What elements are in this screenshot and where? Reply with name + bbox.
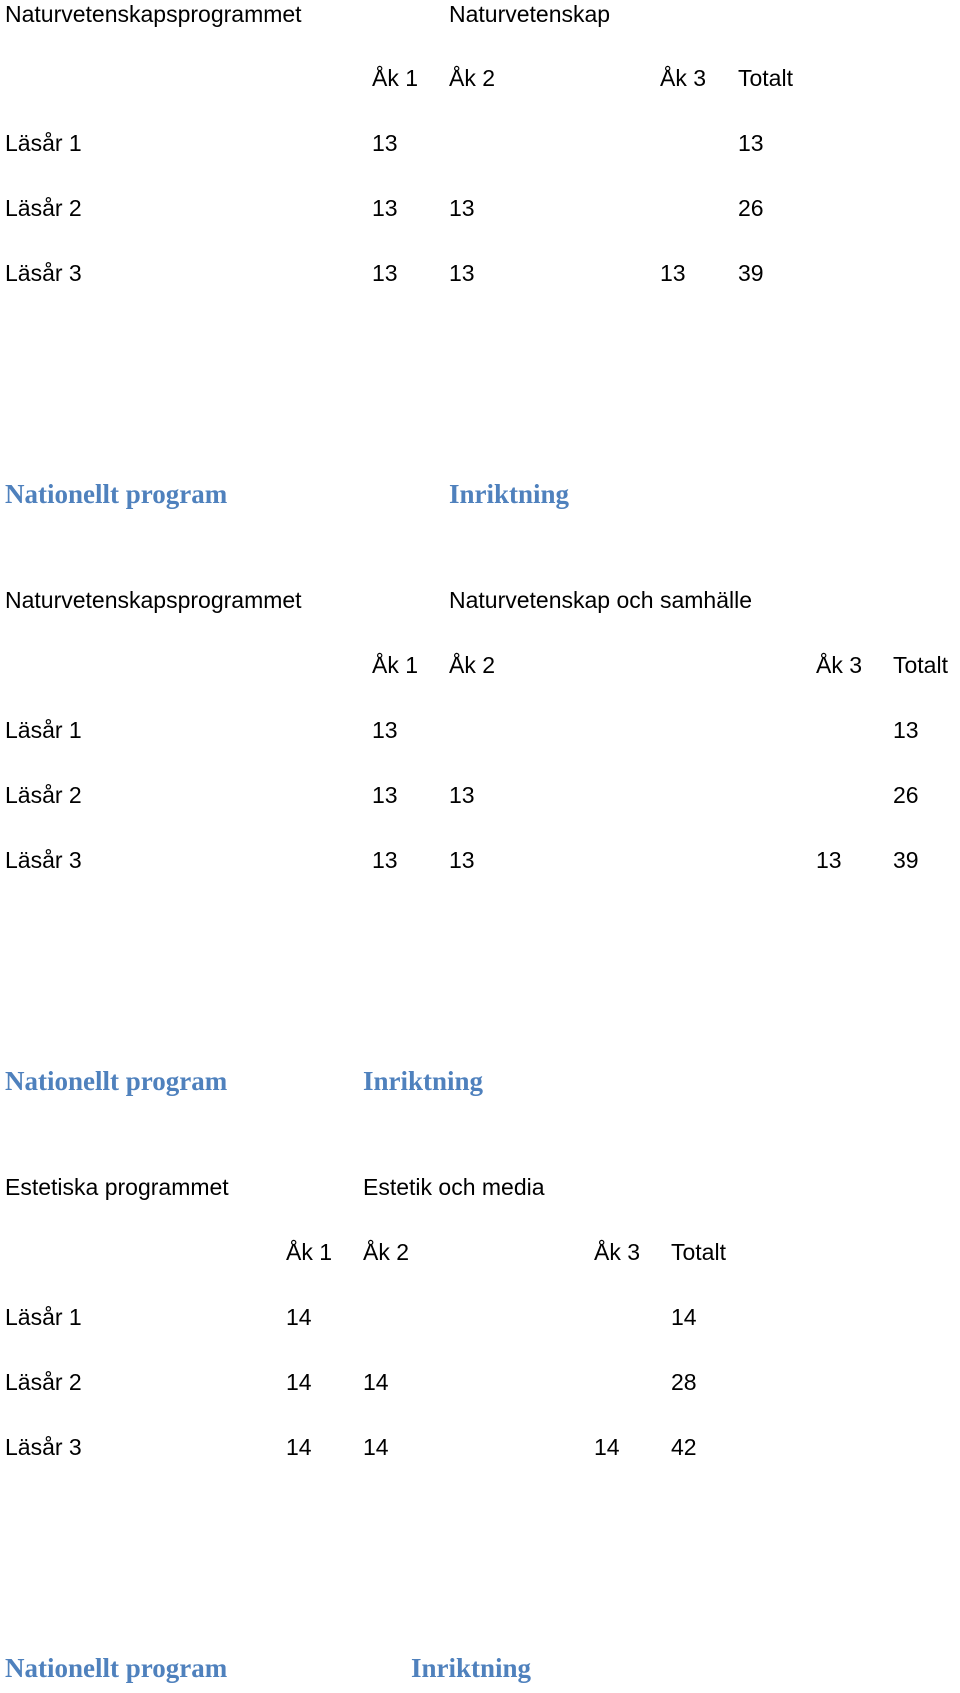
row-label: Läsår 1: [5, 130, 82, 156]
cell-ak1: 14: [286, 1304, 312, 1330]
column-header-ak3: Åk 3: [816, 652, 863, 678]
column-header-ak3: Åk 3: [594, 1239, 641, 1265]
cell-total: 39: [893, 847, 919, 873]
heading-inriktning: Inriktning: [411, 1653, 532, 1683]
cell-ak2: 14: [363, 1369, 389, 1395]
cell-ak1: 13: [372, 195, 398, 221]
row-label: Läsår 3: [5, 1434, 82, 1460]
column-header-ak1: Åk 1: [372, 652, 419, 678]
heading-nationellt-program: Nationellt program: [5, 479, 228, 509]
cell-total: 26: [893, 782, 919, 808]
cell-ak3: 13: [816, 847, 842, 873]
row-label: Läsår 2: [5, 195, 82, 221]
heading-nationellt-program: Nationellt program: [5, 1066, 228, 1096]
row-label: Läsår 1: [5, 717, 82, 743]
orientation-name: Estetik och media: [363, 1174, 545, 1200]
cell-ak1: 13: [372, 260, 398, 286]
heading-inriktning: Inriktning: [363, 1066, 484, 1096]
column-header-ak2: Åk 2: [449, 652, 496, 678]
cell-ak2: 13: [449, 782, 475, 808]
column-header-ak2: Åk 2: [449, 65, 496, 91]
cell-total: 13: [738, 130, 764, 156]
heading-nationellt-program: Nationellt program: [5, 1653, 228, 1683]
column-header-ak1: Åk 1: [372, 65, 419, 91]
row-label: Läsår 2: [5, 1369, 82, 1395]
cell-total: 13: [893, 717, 919, 743]
column-header-total: Totalt: [893, 652, 948, 678]
column-header-ak1: Åk 1: [286, 1239, 333, 1265]
column-header-ak3: Åk 3: [660, 65, 707, 91]
row-label: Läsår 1: [5, 1304, 82, 1330]
cell-ak1: 14: [286, 1369, 312, 1395]
cell-ak1: 13: [372, 782, 398, 808]
cell-ak1: 13: [372, 717, 398, 743]
column-header-total: Totalt: [738, 65, 793, 91]
column-header-total: Totalt: [671, 1239, 726, 1265]
cell-total: 28: [671, 1369, 697, 1395]
cell-ak1: 13: [372, 847, 398, 873]
cell-total: 26: [738, 195, 764, 221]
orientation-name: Naturvetenskap och samhälle: [449, 587, 752, 613]
column-header-ak2: Åk 2: [363, 1239, 410, 1265]
row-label: Läsår 3: [5, 260, 82, 286]
orientation-name: Naturvetenskap: [449, 1, 611, 27]
row-label: Läsår 2: [5, 782, 82, 808]
cell-total: 14: [671, 1304, 697, 1330]
cell-ak1: 14: [286, 1434, 312, 1460]
row-label: Läsår 3: [5, 847, 82, 873]
program-name: Estetiska programmet: [5, 1174, 229, 1200]
cell-ak1: 13: [372, 130, 398, 156]
cell-ak2: 14: [363, 1434, 389, 1460]
cell-ak2: 13: [449, 260, 475, 286]
cell-total: 39: [738, 260, 764, 286]
program-name: Naturvetenskapsprogrammet: [5, 1, 302, 27]
cell-ak2: 13: [449, 847, 475, 873]
heading-inriktning: Inriktning: [449, 479, 570, 509]
cell-total: 42: [671, 1434, 697, 1460]
cell-ak3: 14: [594, 1434, 620, 1460]
cell-ak2: 13: [449, 195, 475, 221]
program-name: Naturvetenskapsprogrammet: [5, 587, 302, 613]
cell-ak3: 13: [660, 260, 686, 286]
